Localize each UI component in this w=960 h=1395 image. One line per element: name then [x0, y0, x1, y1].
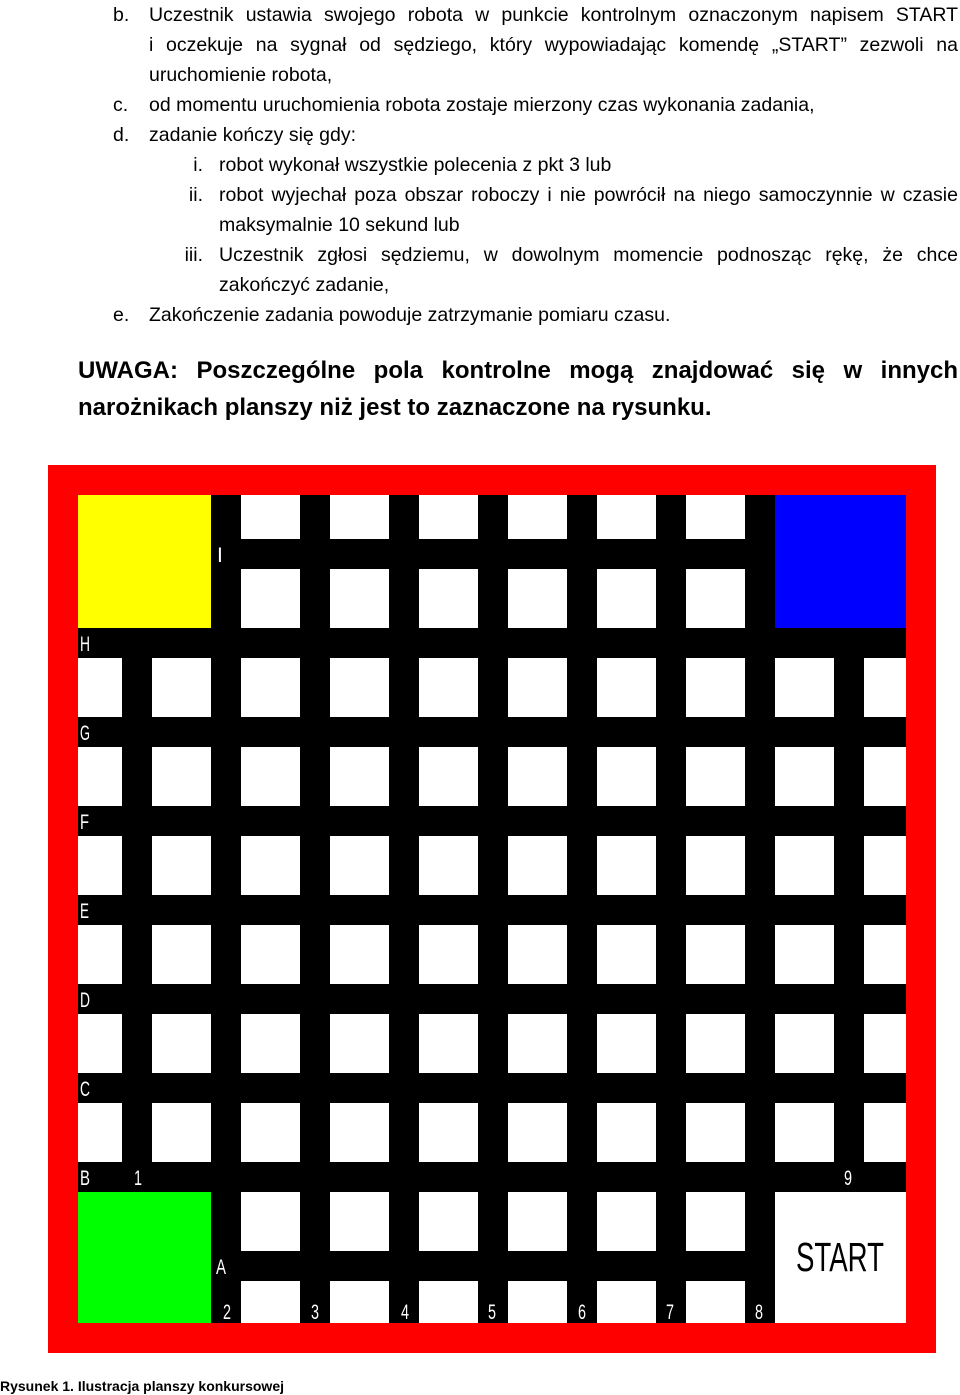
green-field: [78, 1192, 211, 1323]
board-field: [330, 495, 389, 539]
board-field: [508, 1281, 567, 1323]
board-field: [597, 658, 656, 717]
board-field: [330, 1014, 389, 1073]
board-field: [330, 1281, 389, 1323]
board-field: [508, 658, 567, 717]
list-item-b: [113, 0, 958, 90]
warning-note-line: narożnikach planszy niż jest to zaznaczone na rysunku.: [78, 394, 712, 421]
board-field: [78, 836, 122, 895]
board-field: [241, 495, 300, 539]
board-field: [241, 747, 300, 806]
yellow-field: [78, 495, 211, 628]
board-field: [152, 925, 211, 984]
checkpoint-label-7: 7: [666, 1301, 674, 1324]
board-field: [330, 925, 389, 984]
list-item-text: i oczekuje na sygnał od sędziego, który wypowiadając komendę „START” zezwoli na: [149, 34, 958, 56]
board-field: [686, 1192, 745, 1251]
board-field: [686, 495, 745, 539]
checkpoint-label-3: 3: [311, 1301, 319, 1324]
checkpoint-label-5: 5: [488, 1301, 496, 1324]
board-field: [864, 747, 906, 806]
board-field: [686, 1103, 745, 1162]
sub-item-text: Uczestnik zgłosi sędziemu, w dowolnym momencie podnosząc rękę, że chce: [219, 244, 958, 266]
sub-item-i: [193, 150, 958, 180]
board-field: [597, 747, 656, 806]
sub-item-text: zakończyć zadanie,: [219, 274, 390, 296]
list-item-c: [113, 90, 958, 120]
board-field: [241, 1192, 300, 1251]
checkpoint-label-4: 4: [401, 1301, 410, 1324]
board-field: [241, 569, 300, 628]
checkpoint-label-d: D: [80, 989, 90, 1012]
list-item-e: [113, 300, 958, 330]
board-field: [152, 1103, 211, 1162]
board-field: [78, 1014, 122, 1073]
board-field: [241, 1103, 300, 1162]
board-field: [330, 1103, 389, 1162]
board-field: [330, 658, 389, 717]
board-field: [78, 747, 122, 806]
board-field: [508, 569, 567, 628]
list-item-text: zadanie kończy się gdy:: [149, 124, 357, 146]
board-field: [686, 658, 745, 717]
board-field: [508, 925, 567, 984]
board-field: [597, 569, 656, 628]
board-field: [775, 925, 834, 984]
sub-item-iii: [184, 240, 958, 300]
figure-caption: Rysunek 1. Ilustracja planszy konkursowej: [0, 1378, 284, 1394]
checkpoint-label-c: C: [80, 1078, 90, 1101]
checkpoint-label-h: H: [80, 633, 90, 656]
checkpoint-label-b: B: [80, 1167, 90, 1190]
checkpoint-label-1: 1: [134, 1167, 142, 1190]
board-field: [330, 747, 389, 806]
board-field: [419, 1014, 478, 1073]
board-field: [864, 1103, 906, 1162]
list-marker: e.: [113, 304, 130, 326]
board-field: [152, 658, 211, 717]
start-label: START: [796, 1234, 884, 1280]
rules-list: [0, 0, 960, 330]
board-field: [419, 1103, 478, 1162]
board-field: [241, 1281, 300, 1323]
board-field: [686, 1014, 745, 1073]
board-field: [419, 1192, 478, 1251]
board-field: [508, 1103, 567, 1162]
sub-item-marker: i.: [193, 154, 203, 176]
sub-item-text: robot wyjechał poza obszar roboczy i nie powrócił na niego samoczynnie w czasie: [219, 184, 958, 206]
board-field: [508, 836, 567, 895]
board-field: [686, 925, 745, 984]
board-field: [419, 836, 478, 895]
board-field: [775, 1014, 834, 1073]
sub-item-text: maksymalnie 10 sekund lub: [219, 214, 460, 236]
warning-note: [78, 352, 958, 426]
board-field: [686, 569, 745, 628]
board-field: [152, 747, 211, 806]
checkpoint-label-9: 9: [844, 1167, 852, 1190]
sub-item-ii: [188, 180, 958, 240]
list-item-text: Zakończenie zadania powoduje zatrzymanie pomiaru czasu.: [149, 304, 671, 326]
checkpoint-label-e: E: [80, 900, 89, 923]
list-item-text: uruchomienie robota,: [149, 64, 333, 86]
board-field: [864, 1014, 906, 1073]
board-field: [330, 1192, 389, 1251]
board-diagram: [48, 465, 936, 1353]
board-field: [686, 1281, 745, 1323]
warning-note-line: UWAGA: Poszczególne pola kontrolne mogą znajdować się w innych: [78, 357, 958, 384]
board-field: [597, 1192, 656, 1251]
list-marker: d.: [113, 124, 130, 146]
checkpoint-label-f: F: [80, 811, 89, 834]
board-field: [864, 925, 906, 984]
blue-field: [775, 495, 906, 628]
board-field: [597, 1103, 656, 1162]
board-field: [241, 925, 300, 984]
board-field: [78, 925, 122, 984]
board-field: [775, 747, 834, 806]
board-field: [775, 836, 834, 895]
board-field: [864, 836, 906, 895]
board-field: [686, 836, 745, 895]
board-field: [597, 1281, 656, 1323]
board-field: [508, 1192, 567, 1251]
board-field: [419, 747, 478, 806]
board-field: [78, 658, 122, 717]
list-item-d: [113, 120, 958, 150]
list-marker: c.: [113, 94, 129, 116]
checkpoint-label-2: 2: [223, 1301, 231, 1324]
board-field: [419, 925, 478, 984]
board-field: [508, 1014, 567, 1073]
board-field: [152, 1014, 211, 1073]
board-field: [330, 836, 389, 895]
board-field: [241, 1014, 300, 1073]
board-field: [508, 495, 567, 539]
board-field: [775, 1103, 834, 1162]
list-marker: b.: [113, 4, 130, 26]
board-field: [419, 1281, 478, 1323]
checkpoint-label-6: 6: [578, 1301, 586, 1324]
board-field: [597, 836, 656, 895]
board-field: [597, 1014, 656, 1073]
board-field: [78, 1103, 122, 1162]
board-field: [419, 495, 478, 539]
list-item-text: od momentu uruchomienia robota zostaje mierzony czas wykonania zadania,: [149, 94, 815, 116]
checkpoint-label-8: 8: [755, 1301, 763, 1324]
sub-item-marker: ii.: [188, 184, 203, 206]
board-field: [864, 658, 906, 717]
sub-item-text: robot wykonał wszystkie polecenia z pkt 3 lub: [219, 154, 612, 176]
board-field: [775, 658, 834, 717]
checkpoint-label-a: A: [216, 1256, 226, 1279]
board-field: [330, 569, 389, 628]
board-field: [597, 925, 656, 984]
sub-item-marker: iii.: [184, 244, 203, 266]
board-field: [419, 569, 478, 628]
board-field: [508, 747, 567, 806]
board-field: [152, 836, 211, 895]
board-field: [597, 495, 656, 539]
list-item-text: Uczestnik ustawia swojego robota w punkcie kontrolnym oznaczonym napisem START: [149, 4, 958, 26]
board-field: [686, 747, 745, 806]
board-field: [241, 658, 300, 717]
checkpoint-label-g: G: [80, 722, 90, 745]
board-field: [419, 658, 478, 717]
checkpoint-label-i: I: [217, 544, 223, 567]
board-field: [241, 836, 300, 895]
